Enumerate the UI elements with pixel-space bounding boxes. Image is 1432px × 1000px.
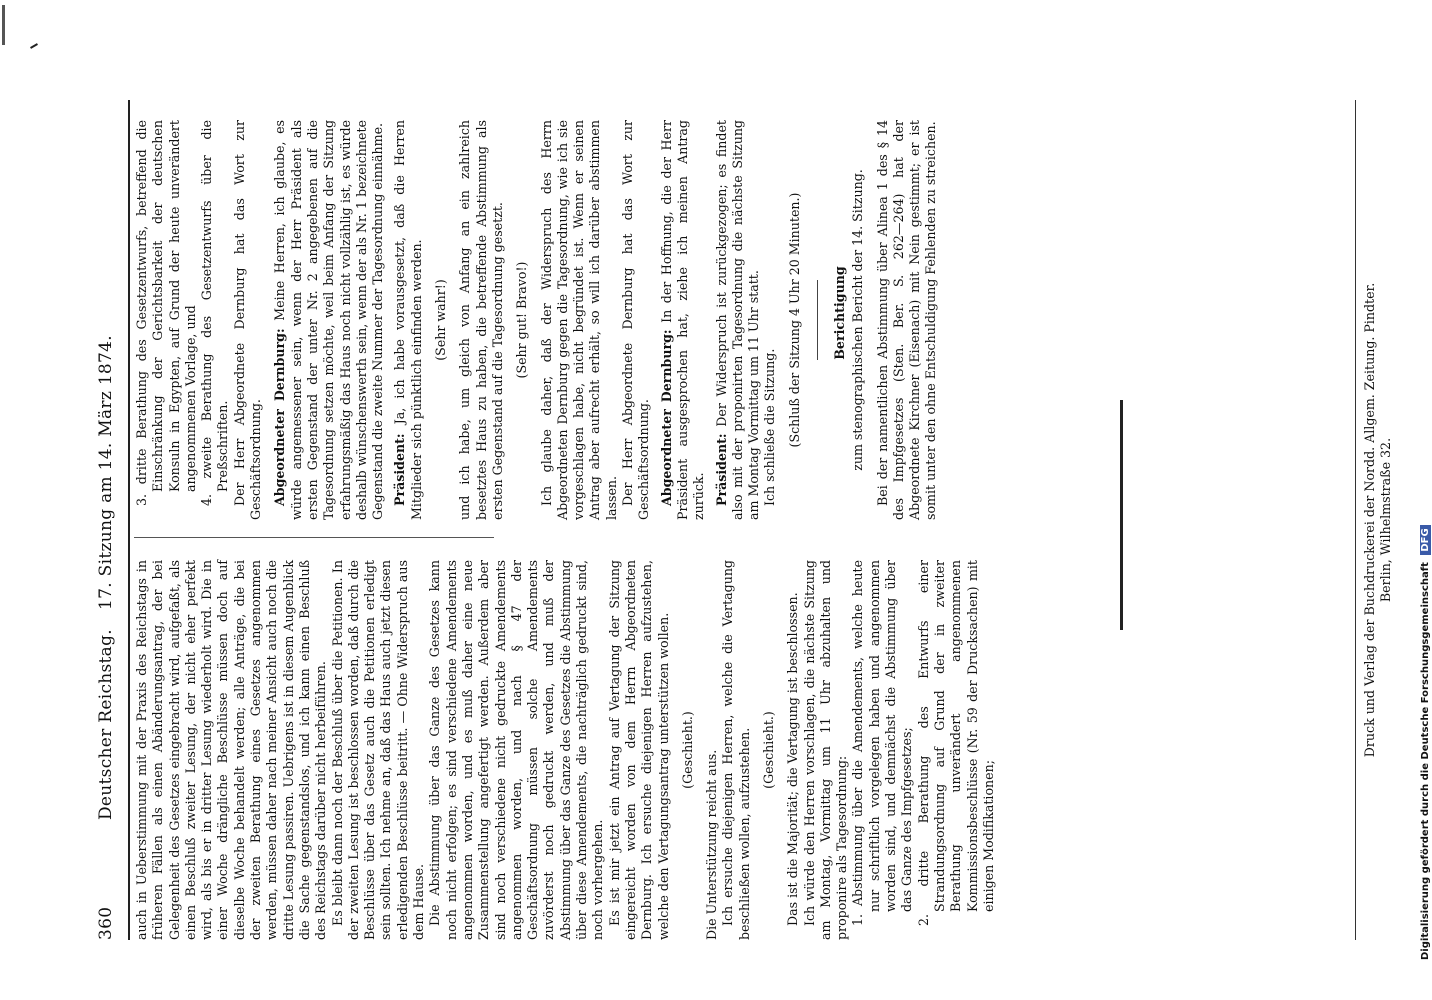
paragraph: Ich ersuche diejenigen Herren, welche die Vertagung beschließen wollen, aufzustehen. <box>720 560 752 940</box>
column-divider <box>134 537 494 538</box>
digitization-text: Digitalisierung gefördert durch die Deutsche Forschungsgemeinschaft <box>1420 562 1431 960</box>
page-number: 360 <box>96 906 116 940</box>
paragraph: Das ist die Majorität; die Vertagung ist beschlossen. <box>785 592 801 926</box>
agenda-item: 3. dritte Berathung des Gesetzentwurfs, betreffend die Einschränkung der Gerichtsbarkeit der deutschen Konsuln in Egypten, auf Grund der heute unverändert angenommenen Vorlage, und <box>134 120 198 506</box>
scan-mark <box>1120 400 1123 630</box>
correction-subtitle: zum stenographischen Bericht der 14. Sitzung. <box>850 169 866 471</box>
correction-text: Bei der namentlichen Abstimmung über Alinea 1 des § 14 des Impfgesetzes (Sten. Ber. S. 262—264) hat der Abgeordnete Kirchner (Eisenach) mit Nein gestimmt; er ist somit unter den ohne Entschuldigung Fehlenden zu streichen. <box>874 120 939 520</box>
scan-mark <box>2 5 5 45</box>
separator <box>817 280 818 360</box>
agenda-item: 1. Abstimmung über die Amendements, welche heute nur schriftlich vorgelegen haben und angenommen worden sind, und demnächst die Abstimmung über das Ganze des Impfgesetzes; <box>850 560 915 926</box>
paragraph: Es ist mir jetzt ein Antrag auf Vertagung der Sitzung eingereicht worden von dem Herrn Abgeordneten Dernburg. Ich ersuche diejenigen Herren aufzustehen, welche den Vertagungsantrag unterstützen wollen. <box>606 560 671 940</box>
speech-text: Ja, ich habe vorausgesetzt, daß die Herren Mitglieder sich pünktlich einfinden werden. <box>392 120 424 520</box>
paragraph: Ich würde den Herren vorschlagen, die nächste Sitzung am Montag, Vormittag um 11 Uhr abzuhalten und proponire als Tagesordnung: <box>801 560 850 940</box>
agenda-item: 2. dritte Berathung des Entwurfs einer Strandungsordnung auf Grund der in zweiter Berathung unverändert angenommenen Kommissionsbeschlüsse (Nr. 59 der Drucksachen) mit einigen Modifikationen; <box>915 560 996 926</box>
stage-direction: (Geschieht.) <box>679 711 695 789</box>
session-close: (Schluß der Sitzung 4 Uhr 20 Minuten.) <box>786 192 802 448</box>
paragraph: auch in Ueberstimmung mit der Praxis des Reichstags in früheren Fällen als einen Abänderungsantrag, der bei Gelegenheit des Gesetzes eingebracht wird, aufgefaßt, als einen Beschluß zweiter Lesung, der nicht eher perfekt wird, als bis er in dritter Lesung wiederholt wird. Die in einer Woche drängliche Beschlüsse müssen doch auf dieselbe Woche behandelt werden; alle Anträge, die bei der zweiten Berathung eines Gesetzes angenommen werden, müssen daher nach meiner Ansicht auch noch die dritte Lesung passiren. Uebrigens ist in diesem Augenblick die Sache gegenstandslos, und ich kann einen Beschluß des Reichstags darüber nicht herbeiführen. <box>134 560 329 940</box>
stage-direction: (Sehr wahr!) <box>433 279 449 361</box>
agenda-item: 4. zweite Berathung des Gesetzentwurfs über die Preßschriften. <box>199 120 231 506</box>
session-heading: 17. Sitzung am 14. März 1874. <box>96 335 116 610</box>
paragraph: Der Herr Abgeordnete Dernburg hat das Wort zur Geschäftsordnung. <box>620 120 652 520</box>
digitization-note <box>1420 30 1431 960</box>
imprint-footer <box>1355 100 1394 940</box>
stage-direction: (Geschieht.) <box>760 711 776 789</box>
correction-title: Berichtigung <box>831 266 847 360</box>
page-header <box>88 100 130 940</box>
speech-text: Der Widerspruch ist zurückgezogen; es findet also mit der proponirten Tagesordnung die nächste Sitzung am Montag Vormittag um 11 Uhr statt. <box>713 120 762 520</box>
imprint-address: Berlin, Wilhelmstraße 32. <box>1378 437 1393 603</box>
paragraph: Die Unterstützung reicht aus. <box>704 749 720 940</box>
speaker-name: Abgeordneter Dernburg: <box>272 328 288 506</box>
left-column <box>134 560 997 940</box>
speech-text: Meine Herren, ich glaube, es würde angemessener sein, wenn der Herr Präsident als ersten Gegenstand der unter Nr. 2 angegebenen auf die Tagesordnung setzen möchte, weil beim Anfang der Sitzung erfahrungsmäßig das Haus noch nicht vollzählig ist, es würde deshalb wünschenswerth sein, wenn der als Nr. 1 bezeichnete Gegenstand die zweite Nummer der Tagesordnung einnähme. <box>272 120 386 520</box>
speaker-name: Präsident: <box>713 433 729 506</box>
paragraph: Es bleibt dann noch der Beschluß über die Petitionen. In der zweiten Lesung ist beschlossen worden, daß durch die Beschlüsse über das Gesetz auch die Petitionen erledigt sein sollten. Ich nehme an, daß das Haus auch jetzt diesen erledigenden Beschlüsse beitritt. — Ohne Widerspruch aus dem Hause. <box>329 560 427 940</box>
paragraph: und ich habe, um gleich von Anfang an ein zahlreich besetztes Haus zu haben, die betreffende Abstimmung als ersten Gegenstand auf die Tagesordnung gesetzt. <box>457 120 505 520</box>
stage-direction: (Sehr gut! Bravo!) <box>514 261 530 379</box>
page-title: Deutscher Reichstag. <box>96 629 116 820</box>
paragraph: Die Abstimmung über das Ganze des Gesetzes kann noch nicht erfolgen; es sind verschiedene Amendements angenommen worden, und es muß daher eine neue Zusammenstellung angefertigt werden. Außerdem aber sind noch verschiedene nicht gedruckte Amendements angenommen worden, und nach § 47 der Geschäftsordnung müssen solche Amendements zuvörderst noch gedruckt werden, und muß der Abstimmung über das Ganze des Gesetzes die Abstimmung über diese Amendements, die nachträglich gedruckt sind, noch vorhergehen. <box>427 560 606 940</box>
speaker-name: Abgeordneter Dernburg: <box>658 329 674 506</box>
paragraph: Der Herr Abgeordnete Dernburg hat das Wort zur Geschäftsordnung. <box>231 120 264 520</box>
imprint-line: Druck und Verlag der Buchdruckerei der Nordd. Allgem. Zeitung. Pindter. <box>1362 282 1377 758</box>
speech-text: In der Hoffnung, die der Herr Präsident ausgesprochen hat, ziehe ich meinen Antrag zurück. <box>658 119 707 520</box>
paragraph: Ich glaube daher, daß der Widerspruch des Herrn Abgeordneten Dernburg gegen die Tagesordnung, wie ich sie vorgeschlagen habe, nicht begründet ist. Wenn er seinen Antrag aber aufrecht erhält, so will ich darüber abstimmen lassen. <box>538 120 619 520</box>
dfg-logo: DFG <box>1420 525 1431 554</box>
speaker-name: Präsident: <box>392 433 408 506</box>
paragraph: Ich schließe die Sitzung. <box>762 348 778 506</box>
right-column <box>134 120 940 520</box>
